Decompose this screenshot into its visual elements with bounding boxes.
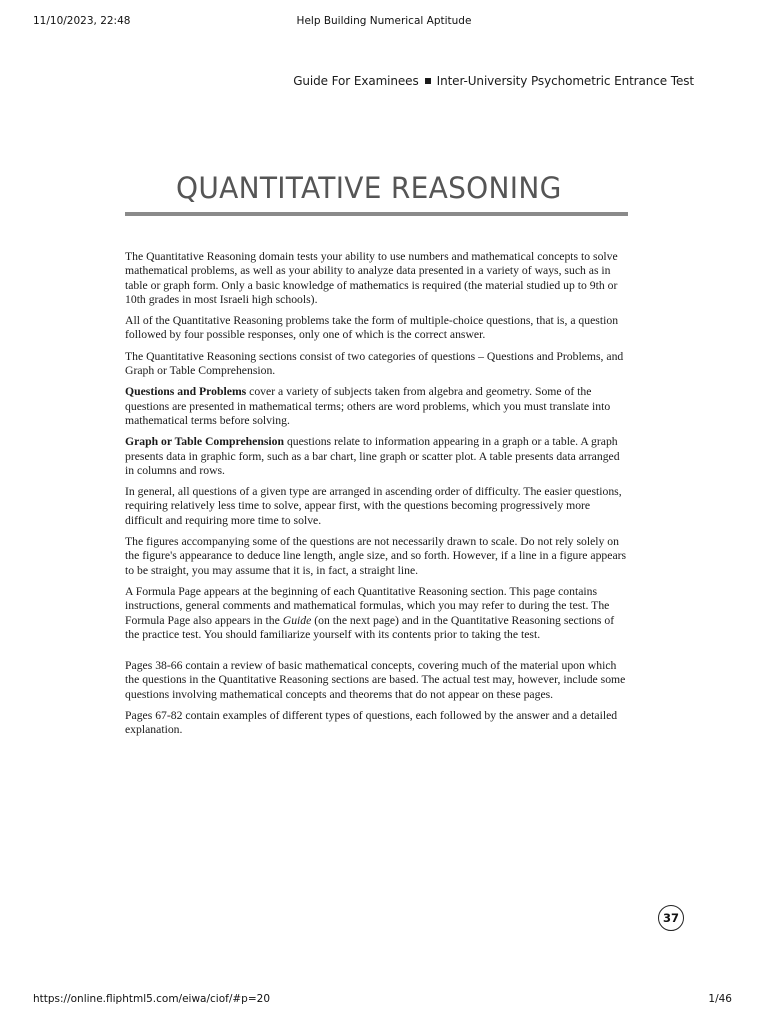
paragraph-figures: The figures accompanying some of the questions are not necessarily drawn to scale. Do not rely solely on the figure's appearance to deduce line length, angle size, and so forth. However, if a line in a figure appears to be straight, you may assume that it is, in fact, a straight line. [125, 535, 627, 577]
title-rule [125, 212, 628, 216]
print-header [0, 15, 768, 29]
paragraph-multiple-choice: All of the Quantitative Reasoning problems take the form of multiple-choice questions, that is, a question followed by four possible responses, only one of which is the correct answer. [125, 314, 619, 342]
section-title: QUANTITATIVE REASONING [176, 171, 562, 205]
print-footer [0, 993, 768, 1007]
paragraph-questions-and-problems-text: cover a variety of subjects taken from algebra and geometry. Some of the questions are presented in mathematical terms; others are word problems, which you must translate into mathematical terms before solving. [125, 385, 611, 427]
paragraph-graph-table-text: questions relate to information appearing in a graph or a table. A graph presents data in graphic form, such as a bar chart, line graph or scatter plot. A table presents data arranged in columns and rows. [125, 435, 620, 477]
term-graph-table: Graph or Table Comprehension [125, 435, 285, 449]
paragraph-difficulty: In general, all questions of a given type are arranged in ascending order of difficulty. The easier questions, requiring relatively less time to solve, appear first, with the questions becoming progressively more difficult and requiring more time to solve. [125, 485, 622, 527]
paragraph-questions-and-problems [125, 385, 630, 428]
formula-page-text-b: (on the next page) and in the Quantitative Reasoning sections of the practice test. You should familiarize yourself with its contents prior to taking the test. [125, 613, 615, 641]
paragraph-graph-table [125, 435, 630, 478]
paragraph-intro: The Quantitative Reasoning domain tests your ability to use numbers and mathematical concepts to solve mathematical problems, as well as your ability to analyze data presented in a variety of ways, such as in table or graph form. Only a basic knowledge of mathematics is required (the material studied up to 9th or 10th grades in most Israeli high schools). [125, 250, 618, 306]
square-bullet-icon [425, 78, 431, 84]
print-page-count: 1/46 [708, 993, 732, 1005]
guide-header-left: Guide For Examinees [293, 74, 419, 88]
print-url: https://online.fliphtml5.com/eiwa/ciof/#p=20 [33, 993, 271, 1005]
print-datetime: 11/10/2023, 22:48 [33, 15, 131, 27]
body-text [125, 250, 630, 745]
print-page-title: Help Building Numerical Aptitude [296, 15, 472, 27]
guide-italic: Guide [282, 613, 312, 627]
paragraph-examples-pages: Pages 67-82 contain examples of different types of questions, each followed by the answer and a detailed explanation. [125, 709, 618, 737]
term-questions-and-problems: Questions and Problems [125, 385, 247, 399]
guide-header-right: Inter-University Psychometric Entrance Test [436, 74, 694, 88]
paragraph-categories: The Quantitative Reasoning sections consist of two categories of questions – Questions and Problems, and Graph or Table Comprehension. [125, 349, 624, 378]
page-number-badge: 37 [658, 905, 684, 931]
paragraph-formula-page [125, 585, 630, 642]
formula-page-text-a: A Formula Page appears at the beginning of each Quantitative Reasoning section. This page contains instructions, general comments and mathematical formulas, which you may refer to during the test. The Formula Page also appears in the [125, 584, 610, 627]
guide-header [293, 74, 694, 88]
paragraph-review-pages: Pages 38-66 contain a review of basic mathematical concepts, covering much of the material upon which the questions in the Quantitative Reasoning sections are based. The actual test may, however, include some questions involving mathematical concepts and theorems that do not appear on these pages. [125, 659, 626, 701]
